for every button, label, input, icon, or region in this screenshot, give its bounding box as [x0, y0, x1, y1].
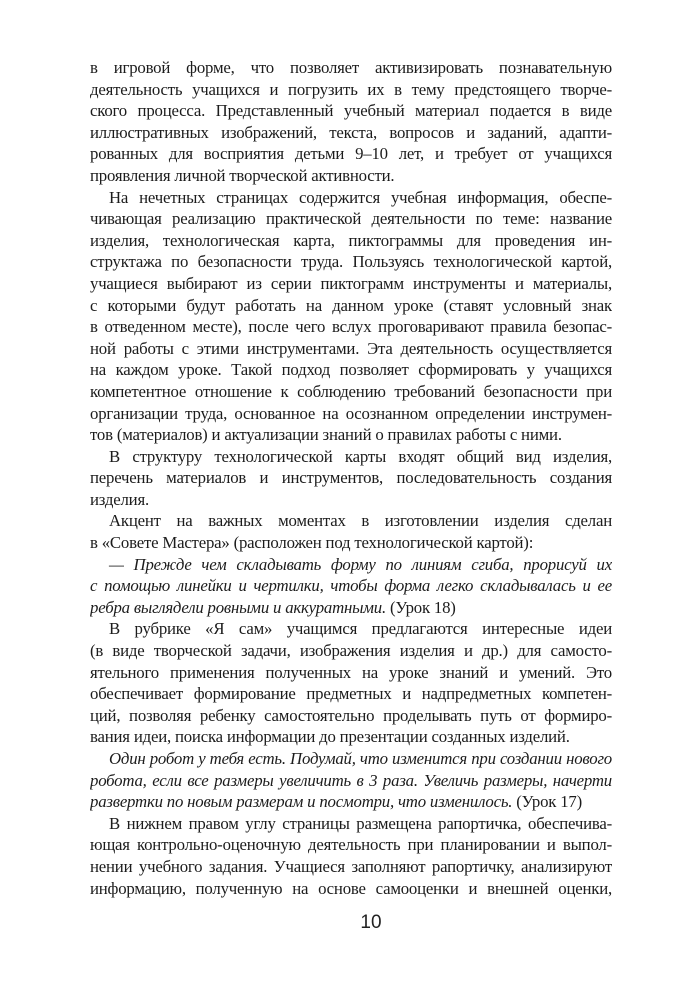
- text-line: [90, 122, 612, 144]
- body-text: изделия, технологическая карта, пиктограммы для проведения ин-: [90, 230, 612, 250]
- text-line: [90, 208, 612, 230]
- body-text: рованных для восприятия детьми 9–10 лет, и требует от учащихся: [90, 144, 612, 164]
- paragraph: [90, 554, 612, 619]
- text-line: [90, 813, 612, 835]
- lesson-reference: (Урок 18): [386, 597, 456, 617]
- text-line: [90, 143, 612, 165]
- body-text: чивающая реализацию практической деятельности по теме: название: [90, 209, 612, 229]
- text-line: [90, 165, 612, 187]
- text-line: [90, 79, 612, 101]
- text-line: [90, 597, 612, 619]
- text-line: [90, 532, 612, 554]
- body-text: компетентное отношение к соблюдению требований безопасности при: [90, 381, 612, 401]
- body-text: ющая контрольно-оценочную деятельность при планировании и выпол-: [90, 835, 612, 855]
- text-line: [90, 510, 612, 532]
- text-line: [90, 662, 612, 684]
- text-line: [90, 575, 612, 597]
- body-text: Акцент на важных моментах в изготовлении изделия сделан: [109, 511, 612, 531]
- body-text: В структуру технологической карты входят общий вид изделия,: [109, 446, 612, 466]
- text-line: [90, 424, 612, 446]
- text-line: [90, 856, 612, 878]
- page-number: 10: [360, 912, 382, 933]
- text-line: [90, 295, 612, 317]
- body-text: В нижнем правом углу страницы размещена рапортичка, обеспечива-: [109, 813, 612, 833]
- body-text: деятельность учащихся и погрузить их в тему предстоящего творче-: [90, 79, 612, 99]
- italic-text: робота, если все размеры увеличить в 3 раза. Увеличь размеры, начерти: [90, 770, 612, 790]
- paragraph: [90, 748, 612, 813]
- text-line: [90, 554, 612, 576]
- body-text: ятельного применения полученных на уроке знаний и умений. Это: [90, 662, 612, 682]
- text-line: [90, 878, 612, 900]
- text-line: [90, 359, 612, 381]
- body-text: в отведенном месте), после чего вслух проговаривают правила безопас-: [90, 317, 612, 337]
- italic-text: развертки по новым размерам и посмотри, что изменилось.: [90, 792, 513, 812]
- body-text: На нечетных страницах содержится учебная информация, обеспе-: [109, 187, 612, 207]
- lesson-reference: (Урок 17): [512, 792, 582, 812]
- body-text: организации труда, основанное на осознанном определении инструмен-: [90, 403, 612, 423]
- italic-text: Один робот у тебя есть. Подумай, что изменится при создании нового: [109, 749, 612, 768]
- body-text: тов (материалов) и актуализации знаний о правилах работы с ними.: [90, 425, 562, 445]
- body-text: нении учебного задания. Учащиеся заполняют рапортичку, анализируют: [90, 856, 612, 876]
- body-text: информацию, полученную на основе самооценки и внешней оценки,: [90, 878, 612, 898]
- body-text: изделия.: [90, 489, 149, 509]
- paragraph: [90, 446, 612, 511]
- body-text: в «Совете Мастера» (расположен под технологической картой):: [90, 533, 534, 553]
- text-line: [90, 57, 612, 79]
- text-line: [90, 403, 612, 425]
- body-text: обеспечивает формирование предметных и надпредметных компетен-: [90, 684, 612, 704]
- text-line: [90, 230, 612, 252]
- text-line: [90, 251, 612, 273]
- text-line: [90, 489, 612, 511]
- body-text: В рубрике «Я сам» учащимся предлагаются интересные идеи: [109, 619, 612, 639]
- text-line: [90, 640, 612, 662]
- italic-text: ребра выглядели ровными и аккуратными.: [90, 597, 386, 617]
- body-text: на каждом уроке. Такой подход позволяет сформировать у учащихся: [90, 360, 612, 380]
- italic-text: — Прежде чем складывать форму по линиям сгиба, прорисуй их: [109, 554, 612, 574]
- text-line: [90, 791, 612, 813]
- body-text: в игровой форме, что позволяет активизировать познавательную: [90, 58, 612, 77]
- text-line: [90, 446, 612, 468]
- body-text: структажа по безопасности труда. Пользуясь технологической картой,: [90, 252, 612, 272]
- text-line: [90, 467, 612, 489]
- body-text: ского процесса. Представленный учебный материал подается в виде: [90, 101, 612, 121]
- body-text: (в виде творческой задачи, изображения изделия и др.) для самосто-: [90, 641, 612, 661]
- body-text: ной работы с этими инструментами. Эта деятельность осуществляется: [90, 338, 612, 358]
- text-line: [90, 748, 612, 770]
- text-line: [90, 834, 612, 856]
- body-text: иллюстративных изображений, текста, вопросов и заданий, адапти-: [90, 122, 612, 142]
- body-text: ций, позволяя ребенку самостоятельно проделывать путь от формиро-: [90, 705, 612, 725]
- body-text: учащиеся выбирают из серии пиктограмм инструменты и материалы,: [90, 273, 612, 293]
- text-line: [90, 100, 612, 122]
- text-line: [90, 338, 612, 360]
- body-text: с которыми будут работать на данном уроке (ставят условный знак: [90, 295, 612, 315]
- text-line: [90, 683, 612, 705]
- text-line: [90, 618, 612, 640]
- text-line: [90, 705, 612, 727]
- paragraph: [90, 187, 612, 446]
- paragraph: [90, 510, 612, 553]
- body-text: вания идеи, поиска информации до презентации созданных изделий.: [90, 727, 570, 747]
- text-line: [90, 187, 612, 209]
- body-text: перечень материалов и инструментов, последовательность создания: [90, 468, 612, 488]
- text-line: [90, 316, 612, 338]
- paragraph: [90, 813, 612, 899]
- body-text: проявления личной творческой активности.: [90, 165, 395, 185]
- page-text: [90, 57, 612, 899]
- text-line: [90, 273, 612, 295]
- paragraph: [90, 618, 612, 748]
- text-line: [90, 381, 612, 403]
- paragraph: [90, 57, 612, 187]
- italic-text: с помощью линейки и чертилки, чтобы форма легко складывалась и ее: [90, 576, 612, 596]
- text-line: [90, 726, 612, 748]
- page-footer: [0, 912, 700, 934]
- text-line: [90, 770, 612, 792]
